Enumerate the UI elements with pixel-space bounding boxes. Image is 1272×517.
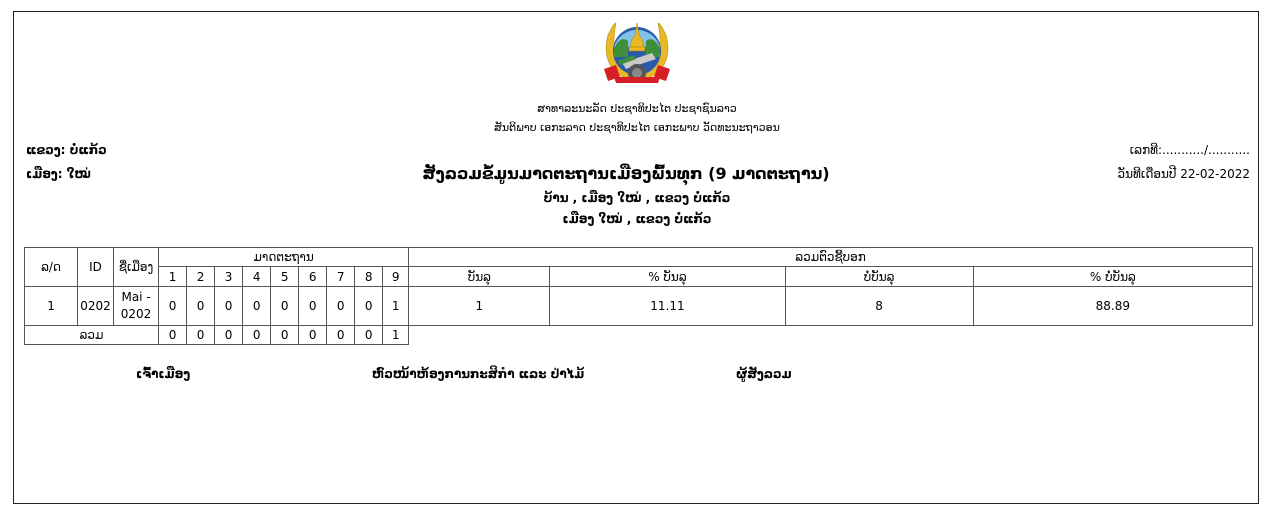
header-standard-number: 3 — [215, 267, 243, 287]
cell-standard-value: 0 — [271, 287, 299, 326]
total-row — [25, 326, 1253, 345]
header-standard-number: 6 — [299, 267, 327, 287]
header-not-achieved-percent: % ບໍ່ບັນລຸ — [973, 267, 1252, 287]
signature-district-chief: ເຈົ້າເມືອງ — [136, 367, 191, 381]
header-standards-group: ມາດຕະຖານ — [159, 248, 409, 267]
total-value: 1 — [383, 326, 409, 345]
document-number: ເລກທີ:.........../........... — [1129, 143, 1250, 157]
national-emblem-logo — [600, 17, 674, 85]
cell-not-achieved-percent: 88.89 — [973, 287, 1252, 326]
header-not-achieved: ບໍ່ບັນລຸ — [785, 267, 973, 287]
total-value: 0 — [187, 326, 215, 345]
cell-standard-value: 0 — [187, 287, 215, 326]
header-achieved-percent: % ບັນລຸ — [550, 267, 785, 287]
header-id: ID — [78, 248, 114, 287]
total-value: 0 — [215, 326, 243, 345]
cell-achieved: 1 — [409, 287, 550, 326]
province-label: ແຂວງ: ບໍ່ແກ້ວ — [26, 143, 107, 157]
cell-standard-value: 0 — [299, 287, 327, 326]
header-no: ລ/ດ — [25, 248, 78, 287]
header-standard-number: 2 — [187, 267, 215, 287]
header-standard-number: 4 — [243, 267, 271, 287]
cell-standard-value: 0 — [355, 287, 383, 326]
header-standard-number: 9 — [383, 267, 409, 287]
total-value: 0 — [159, 326, 187, 345]
standards-table — [24, 247, 1253, 345]
header-standard-number: 7 — [327, 267, 355, 287]
header-summary-group: ລວມຕົວຊີ້ບອກ — [409, 248, 1253, 267]
signature-compiler: ຜູ້ສັງລວມ — [736, 367, 792, 381]
total-value: 0 — [243, 326, 271, 345]
table-row — [25, 287, 1253, 326]
district-label: ເມືອງ: ໃໝ່ — [26, 167, 91, 181]
cell-standard-value: 0 — [327, 287, 355, 326]
cell-no: 1 — [25, 287, 78, 326]
header-achieved: ບັນລຸ — [409, 267, 550, 287]
total-value: 0 — [327, 326, 355, 345]
cell-standard-value: 0 — [159, 287, 187, 326]
report-subtitle-district: ເມືອງ ໃໝ່ , ແຂວງ ບໍ່ແກ້ວ — [562, 212, 712, 226]
signature-agri-office-head: ຫົວໜ້າຫ້ອງການກະສິກຳ ແລະ ປ່າໄມ້ — [372, 367, 585, 381]
document-date: ວັນທີເດືອນປີ 22-02-2022 — [1117, 167, 1250, 181]
cell-standard-value: 0 — [215, 287, 243, 326]
header-standard-number: 8 — [355, 267, 383, 287]
cell-achieved-percent: 11.11 — [550, 287, 785, 326]
total-value: 0 — [355, 326, 383, 345]
total-value: 0 — [299, 326, 327, 345]
cell-id: 0202 — [78, 287, 114, 326]
cell-district-name: Mai - 0202 — [114, 287, 159, 326]
national-motto-line: ສັນຕິພາບ ເອກະລາດ ປະຊາທິປະໄຕ ເອກະພາບ ວັດທະນະຖາວອນ — [494, 121, 780, 134]
total-label: ລວມ — [25, 326, 159, 345]
report-subtitle-village: ບ້ານ , ເມືອງ ໃໝ່ , ແຂວງ ບໍ່ແກ້ວ — [543, 191, 731, 205]
country-name-line: ສາທາລະນະລັດ ປະຊາທິປະໄຕ ປະຊາຊົນລາວ — [537, 102, 737, 115]
total-value: 0 — [271, 326, 299, 345]
report-title: ສັງລວມຂໍ້ມູນມາດຕະຖານເມືອງພົ້ນທຸກ (9 ມາດຕະຖານ) — [422, 164, 830, 183]
total-empty-cell — [409, 326, 1253, 345]
cell-standard-value: 1 — [383, 287, 409, 326]
cell-standard-value: 0 — [243, 287, 271, 326]
header-standard-number: 5 — [271, 267, 299, 287]
header-district-name: ຊື່ເມືອງ — [114, 248, 159, 287]
header-standard-number: 1 — [159, 267, 187, 287]
cell-not-achieved: 8 — [785, 287, 973, 326]
